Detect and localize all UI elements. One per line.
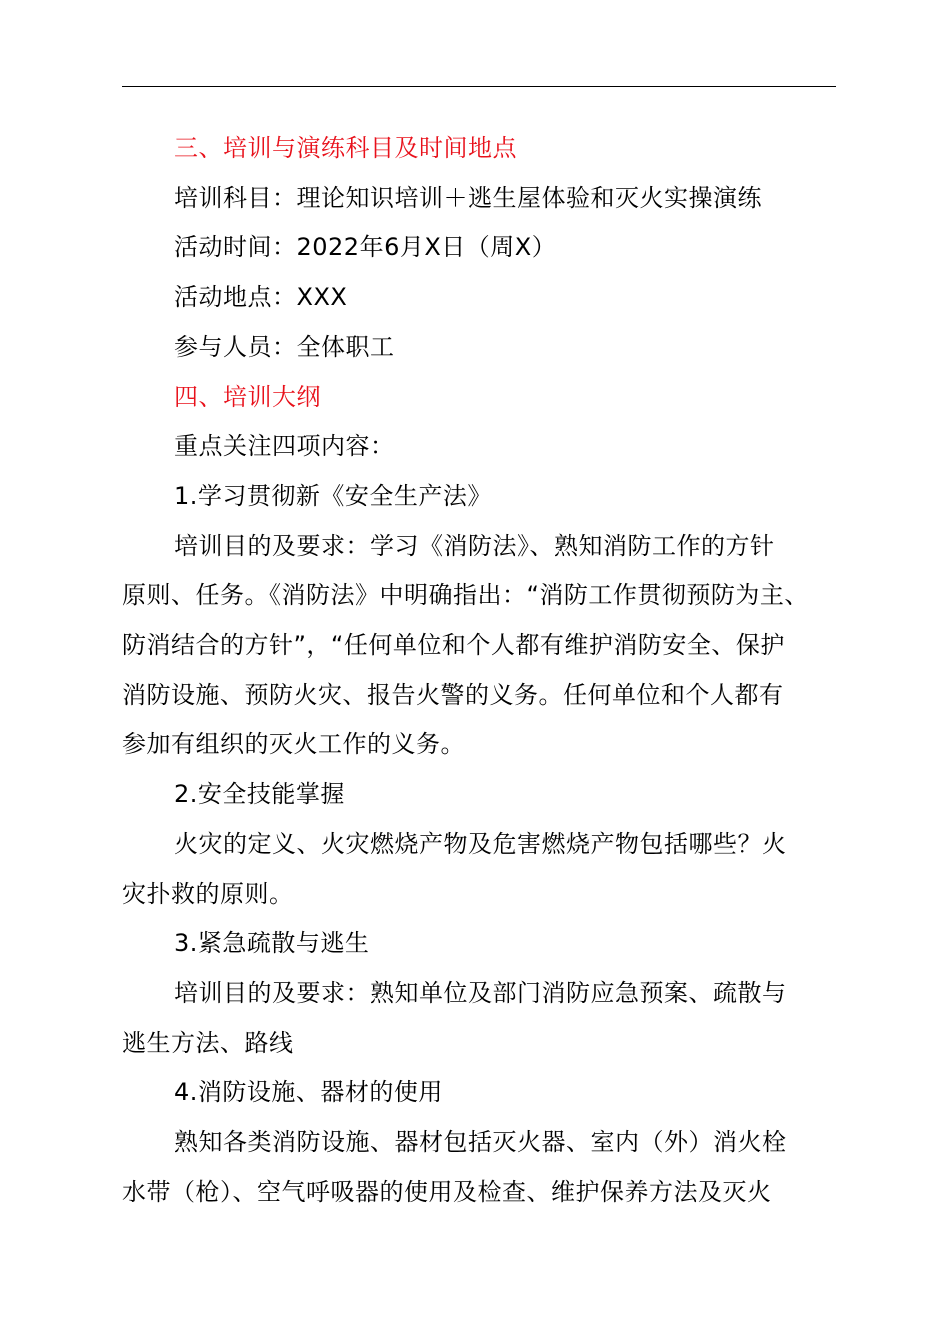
item-3-text-line-2: 逃生方法、路线 — [122, 1028, 294, 1057]
item-1-text-line-4: 消防设施、预防火灾、报告火警的义务。任何单位和个人都有 — [122, 680, 784, 709]
activity-time: 活动时间：2022年6月X日（周X） — [174, 233, 557, 262]
section-heading-3: 三、培训与演练科目及时间地点 — [174, 134, 517, 162]
header-rule — [122, 86, 836, 87]
training-subjects: 培训科目：理论知识培训＋逃生屋体验和灭火实操演练 — [174, 183, 762, 212]
item-1-text-line-1: 培训目的及要求：学习《消防法》、熟知消防工作的方针 — [174, 531, 775, 560]
item-1-title: 1.学习贯彻新《安全生产法》 — [174, 481, 492, 510]
item-2-text-line-1: 火灾的定义、火灾燃烧产物及危害燃烧产物包括哪些？火 — [174, 829, 787, 858]
item-4-text-line-2: 水带（枪）、空气呼吸器的使用及检查、维护保养方法及灭火 — [122, 1177, 772, 1206]
item-1-text-line-3: 防消结合的方针”，“任何单位和个人都有维护消防安全、保护 — [122, 631, 785, 660]
item-2-text-line-2: 灾扑救的原则。 — [122, 879, 294, 908]
section-heading-4: 四、培训大纲 — [174, 382, 321, 411]
item-4-text-line-1: 熟知各类消防设施、器材包括灭火器、室内（外）消火栓 — [174, 1128, 787, 1157]
document-body — [122, 124, 836, 1217]
item-3-text-line-1: 培训目的及要求：熟知单位及部门消防应急预案、疏散与 — [174, 978, 787, 1007]
item-4-title: 4.消防设施、器材的使用 — [174, 1078, 443, 1107]
participants: 参与人员：全体职工 — [174, 332, 395, 361]
item-1-text-line-5: 参加有组织的灭火工作的义务。 — [122, 730, 465, 759]
item-3-title: 3.紧急疏散与逃生 — [174, 929, 370, 958]
focus-intro: 重点关注四项内容： — [174, 432, 395, 461]
activity-location: 活动地点：XXX — [174, 283, 348, 312]
item-2-title: 2.安全技能掌握 — [174, 780, 345, 809]
item-1-text-line-2: 原则、任务。《消防法》中明确指出：“消防工作贯彻预防为主、 — [122, 581, 809, 610]
